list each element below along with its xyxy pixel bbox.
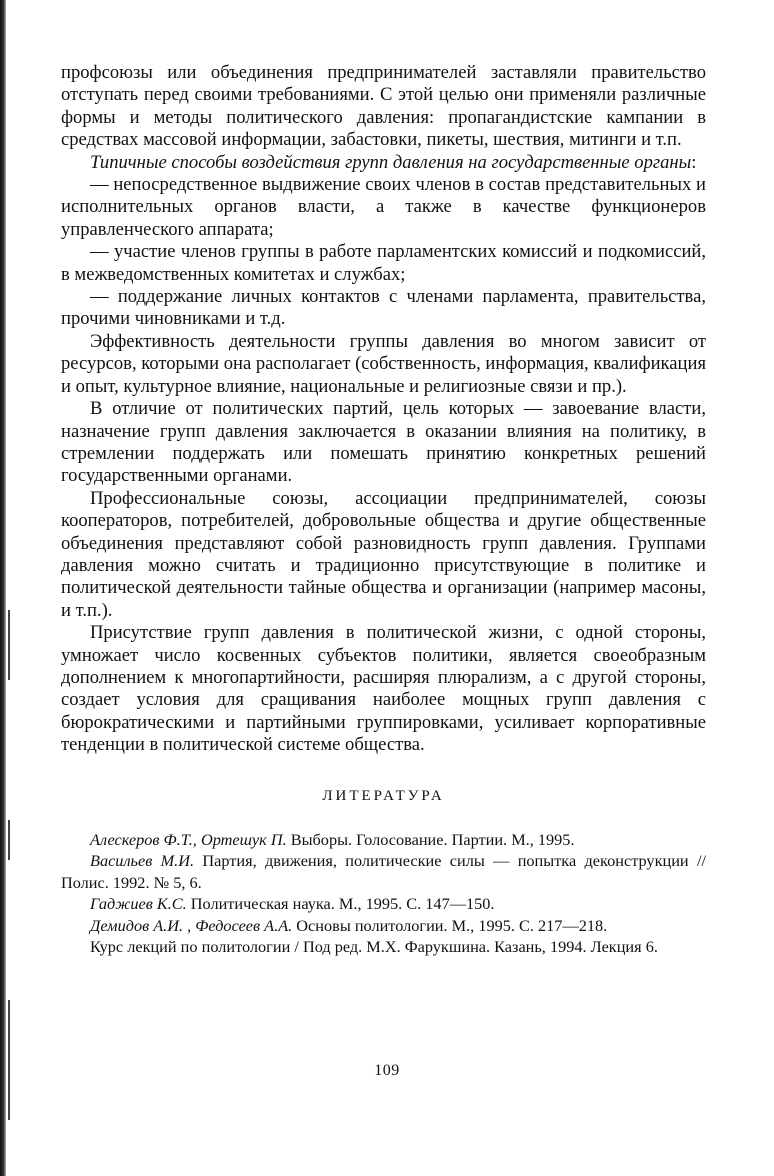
reference-item bbox=[61, 915, 706, 937]
scan-mark bbox=[8, 820, 10, 860]
reference-author: Гаджиев К.С. bbox=[90, 894, 187, 914]
reference-text: Курс лекций по политологии / Под ред. М.Х. Фарукшина. Казань, 1994. Лекция 6. bbox=[90, 937, 658, 957]
reference-text: Политическая наука. М., 1995. С. 147—150. bbox=[186, 894, 495, 914]
reference-item bbox=[61, 850, 706, 893]
reference-item bbox=[61, 936, 706, 958]
paragraph: В отличие от политических партий, цель которых — завоевание власти, назначение групп давления заключается в оказании влияния на политику, в стремлении поддержать или помешать принятию конкретных решений государственными органами. bbox=[61, 398, 706, 487]
list-item: — поддержание личных контактов с членами парламента, правительства, прочими чиновниками и т.д. bbox=[61, 286, 706, 330]
literature-heading: ЛИТЕРАТУРА bbox=[322, 787, 445, 804]
reference-text: Основы политологии. М., 1995. С. 217—218. bbox=[292, 915, 608, 935]
reference-item bbox=[61, 893, 706, 915]
reference-author: Алескеров Ф.Т., Ортешук П. bbox=[90, 829, 287, 849]
paragraph: Профессиональные союзы, ассоциации предпринимателей, союзы кооператоров, потребителей, добровольные общества и другие общественные объединения представляют собой разновидность групп давления. Группами давления можно считать и традиционно присутствующие в политике и политической деятельности тайные общества и организации (например масоны, и т.п.). bbox=[61, 487, 706, 621]
reference-author: Васильев М.И. bbox=[90, 851, 195, 871]
scan-mark bbox=[8, 610, 10, 680]
italic-phrase: Типичные способы воздействия групп давления на государственные органы bbox=[90, 151, 692, 173]
paragraph: Присутствие групп давления в политической жизни, с одной стороны, умножает число косвенных субъектов политики, является своеобразным дополнением к многопартийности, расширяя плюрализм, а с другой стороны, создает условия для сращивания наиболее мощных групп давления с бюрократическими и партийными группировками, усиливает корпоративные тенденции в политической системе общества. bbox=[61, 622, 706, 756]
reference-text: Партия, движения, политические силы — попытка деконструкции // Полис. 1992. № 5, 6. bbox=[61, 851, 706, 892]
page-number: 109 bbox=[374, 1062, 400, 1079]
paragraph-intro bbox=[61, 152, 706, 174]
scan-mark bbox=[8, 1000, 10, 1120]
reference-item bbox=[61, 829, 706, 851]
list-item: — непосредственное выдвижение своих членов в состав представительных и исполнительных органов власти, а также в качестве функционеров управленческого аппарата; bbox=[61, 174, 706, 240]
reference-list bbox=[61, 829, 706, 958]
reference-text: Выборы. Голосование. Партии. М., 1995. bbox=[286, 829, 575, 849]
reference-author: Демидов А.И. , Федосеев А.А. bbox=[90, 915, 293, 935]
list-item: — участие членов группы в работе парламентских комиссий и подкомиссий, в межведомственных комитетах и службах; bbox=[61, 241, 706, 285]
paragraph: профсоюзы или объединения предпринимателей заставляли правительство отступать перед своими требованиями. С этой целью они применяли различные формы и методы политического давления: пропагандистские кампании в средствах массовой информации, забастовки, пикеты, шествия, митинги и т.п. bbox=[61, 62, 706, 151]
colon: : bbox=[691, 151, 697, 173]
paragraph: Эффективность деятельности группы давления во многом зависит от ресурсов, которыми она располагает (собственность, информация, квалификация и опыт, культурное влияние, национальные и религиозные связи и пр.). bbox=[61, 330, 706, 397]
scan-edge bbox=[0, 0, 6, 1176]
page-body bbox=[61, 62, 706, 958]
